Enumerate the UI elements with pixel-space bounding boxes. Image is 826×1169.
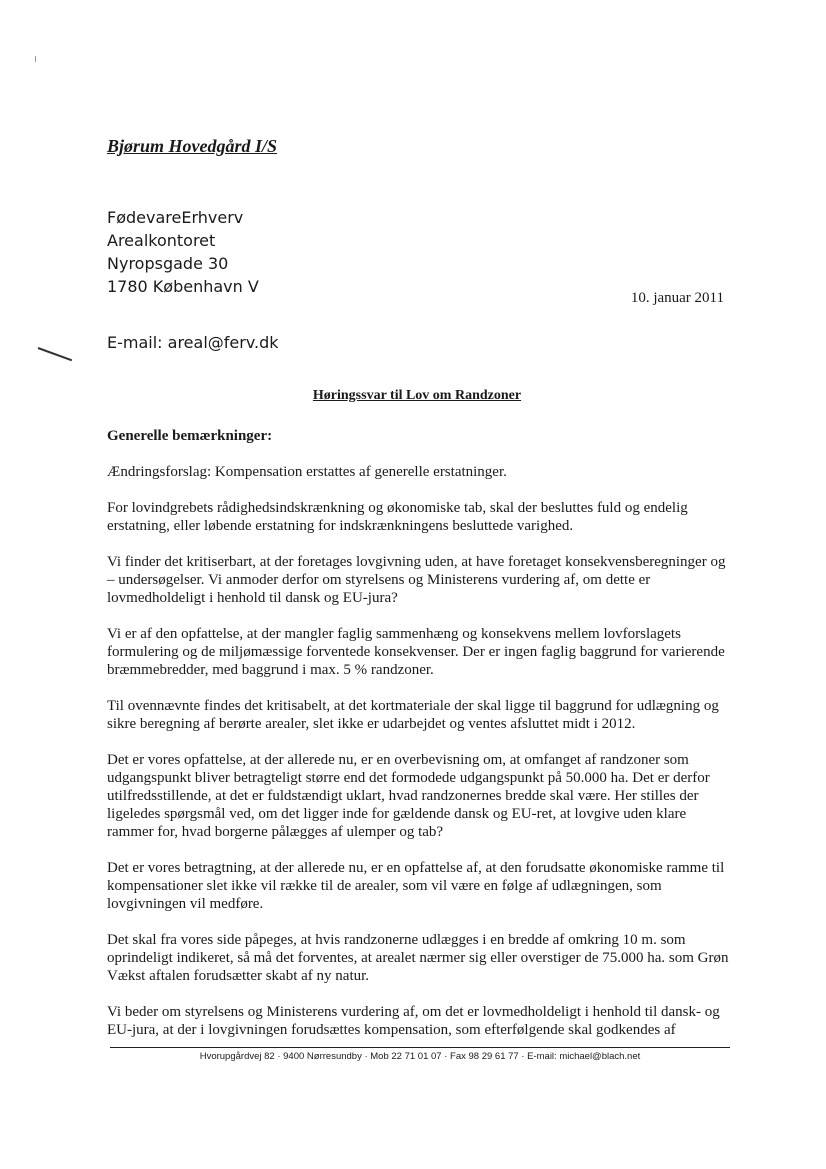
body-paragraph: Vi finder det kritiserbart, at der foretages lovgivning uden, at have foretaget konsekvensberegninger og – undersøgelser. Vi anmoder derfor om styrelsens og Ministerens vurdering af, om dette er lovmedholdeligt i henhold til dansk og EU-jura? <box>107 554 726 606</box>
pen-mark <box>38 347 73 361</box>
footer-contact: Hvorupgårdvej 82 · 9400 Nørresundby · Mob 22 71 01 07 · Fax 98 29 61 77 · E-mail: michael@blach.net <box>199 1051 641 1062</box>
letter-subject: Høringssvar til Lov om Randzoner <box>312 388 522 403</box>
body-paragraph: Vi beder om styrelsens og Ministerens vurdering af, om det er lovmedholdeligt i henhold til dansk- og EU-jura, at der i lovgivningen forudsættes kompensation, som efterfølgende skal godkendes af <box>107 1004 720 1038</box>
body-paragraph: For lovindgrebets rådighedsindskrænkning og økonomiske tab, skal der besluttes fuld og endelig erstatning, eller løbende erstatning for indskrænkningens besluttede varighed. <box>107 500 688 534</box>
company-letterhead: Bjørum Hovedgård I/S <box>107 136 278 156</box>
body-paragraph: Ændringsforslag: Kompensation erstattes af generelle erstatninger. <box>107 464 507 480</box>
body-paragraph: Vi er af den opfattelse, at der mangler faglig sammenhæng og konsekvens mellem lovforslagets formulering og de miljømæssige forventede konsekvenser. Der er ingen faglig baggrund for varierende bræmmebredder, med baggrund i max. 5 % randzoner. <box>107 626 725 678</box>
scan-artifact-dot <box>35 56 36 62</box>
section-heading: Generelle bemærkninger: <box>107 428 273 444</box>
recipient-line: FødevareErhverv <box>107 208 244 227</box>
body-paragraph: Det skal fra vores side påpeges, at hvis randzonerne udlægges i en bredde af omkring 10 m. som oprindeligt indikeret, så må det forventes, at arealet nærmer sig eller overstiger de 75.000 ha. som Grøn Vækst aftalen forudsætter skabt af ny natur. <box>107 932 729 984</box>
recipient-address <box>107 206 259 298</box>
recipient-line: Nyropsgade 30 <box>107 254 229 273</box>
footer-divider <box>110 1047 730 1048</box>
recipient-line: Arealkontoret <box>107 231 216 250</box>
letter-body <box>107 427 733 1057</box>
body-paragraph: Det er vores betragtning, at der allerede nu, er en opfattelse af, at den forudsatte økonomiske ramme til kompensationer slet ikke vil række til de arealer, som vil være en følge af udlægningen, som lovgivningen vil medføre. <box>107 860 725 912</box>
recipient-line: 1780 København V <box>107 277 259 296</box>
recipient-email: E-mail: areal@ferv.dk <box>107 333 279 352</box>
body-paragraph: Det er vores opfattelse, at der allerede nu, er en overbevisning om, at omfanget af randzoner som udgangspunkt bliver betragteligt større end det formodede udgangspunkt på 50.000 ha. Det er derfor utilfredsstillende, at det er fuldstændigt uklart, hvad randzonernes bredde skal være. Her stilles der ligeledes spørgsmål ved, om det ligger inde for gældende dansk og EU-ret, at lovgive uden klare rammer for, hvad borgerne pålægges af ulemper og tab? <box>107 752 710 840</box>
letter-date: 10. januar 2011 <box>630 290 724 306</box>
body-paragraph: Til ovennævnte findes det kritisabelt, at det kortmateriale der skal ligge til baggrund for udlægning og sikre beregning af berørte arealer, slet ikke er udarbejdet og ventes afsluttet midt i 2012. <box>107 698 719 732</box>
